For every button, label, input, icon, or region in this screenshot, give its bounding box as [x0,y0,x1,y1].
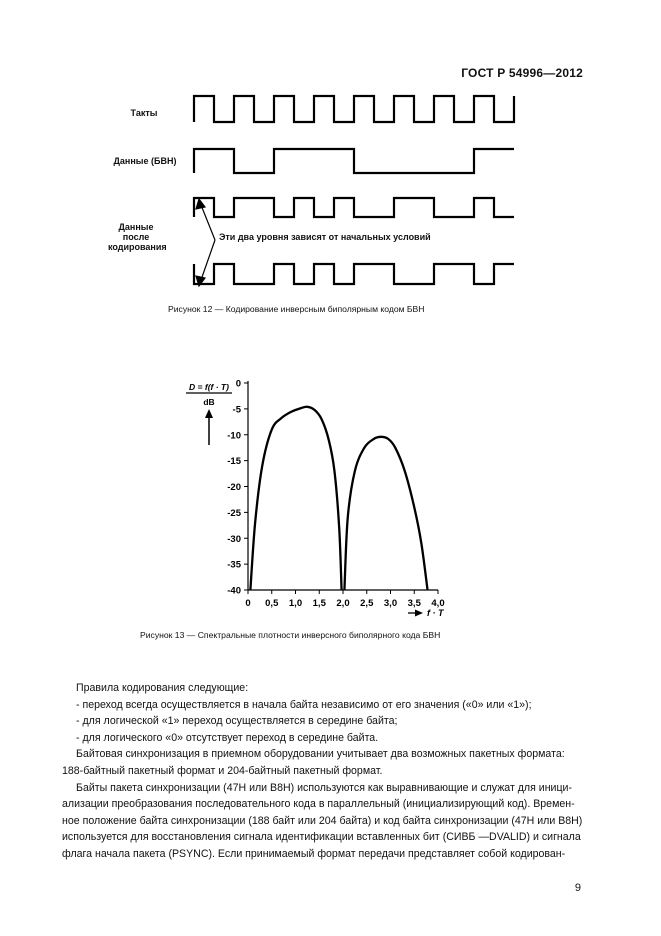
paragraph-bytes-line-3: ное положение байта синхронизации (188 байт или 204 байта) и код байта синхронизации (47H или B8H) [62,814,583,827]
encoded-label-line-1: Данные [118,222,154,232]
y-axis-label: D = f(f · T) [189,382,229,392]
paragraph-sync-line-2: 188-байтный пакетный формат и 204-байтный пакетный формат. [62,764,383,777]
figure-12-caption: Рисунок 12 — Кодирование инверсным биполярным кодом БВН [168,304,425,314]
paragraph-bytes-line-5: флага начала пакета (PSYNC). Если принимаемый формат передачи представляет собой кодирован- [62,847,566,860]
paragraph-bytes-line-2: ализации преобразования последовательного кода в параллельный (инициализирующий код). Времен- [62,798,575,811]
y-tick-label: -40 [227,585,241,597]
x-tick-label: 1,0 [288,598,303,609]
y-tick-label: -15 [227,456,241,468]
y-tick-label: 0 [235,378,241,390]
encoded-label-line-2: после [122,232,150,242]
paragraph-bytes-line-4: используется для восстановления сигнала идентификации вставленных бит (СИВБ —DVALID) и сигнала [62,831,581,844]
timing-diagram [0,0,661,300]
x-tick-label: 2,0 [336,598,350,609]
y-tick-label: -20 [227,482,241,493]
x-tick-label: 3,0 [383,598,398,609]
x-axis-arrowhead [415,610,423,617]
encoded-label-line-3: кодирования [108,242,167,252]
y-axis-arrowhead [205,409,213,418]
paragraph-bytes-line-1: Байты пакета синхронизации (47H или B8H) используются как выравнивающие и служат для иници- [76,781,572,794]
clock-label: Такты [130,108,158,118]
x-tick-label: 4,0 [431,598,445,609]
x-tick-label: 0,5 [265,598,279,609]
encoded-waveform-upper [194,198,514,217]
x-tick-label: 1,5 [312,598,326,609]
series-lobe2 [344,437,427,590]
spectral-chart [0,360,661,630]
x-axis-label: f · T [427,608,444,618]
body-text [62,680,585,863]
rule-item-3: - для логического «0» отсутствует переход в середине байта. [76,731,379,744]
document-id: ГОСТ Р 54996—2012 [461,66,583,80]
page-number: 9 [574,882,581,894]
paragraph-sync-line-1: Байтовая синхронизация в приемном оборудовании учитывает два возможных пакетных формата: [76,748,565,761]
clock-waveform [194,96,514,122]
y-tick-label: -30 [227,533,241,545]
encoded-waveform-lower [194,264,514,284]
y-tick-label: -35 [227,559,241,571]
annotation-text: Эти два уровня зависят от начальных условий [219,232,431,242]
data-label: Данные (БВН) [113,156,177,166]
annotation-arrowhead-up [196,199,205,209]
rule-item-1: - переход всегда осуществляется в начала байта независимо от его значения («0» или «1»); [76,698,532,711]
rule-item-2: - для логической «1» переход осуществляется в середине байта; [76,715,398,728]
x-tick-label: 0 [245,598,251,609]
y-tick-label: -5 [232,404,241,416]
figure-13-caption: Рисунок 13 — Спектральные плотности инверсного биполярного кода БВН [140,630,441,640]
x-tick-label: 2,5 [360,598,374,609]
data-waveform [194,149,514,173]
y-axis-unit: dB [203,397,215,407]
x-tick-label: 3,5 [407,598,421,609]
series-lobe1 [250,407,341,590]
y-tick-label: -10 [227,430,241,442]
y-tick-label: -25 [227,507,241,519]
paragraph-rules-intro: Правила кодирования следующие: [76,682,249,694]
